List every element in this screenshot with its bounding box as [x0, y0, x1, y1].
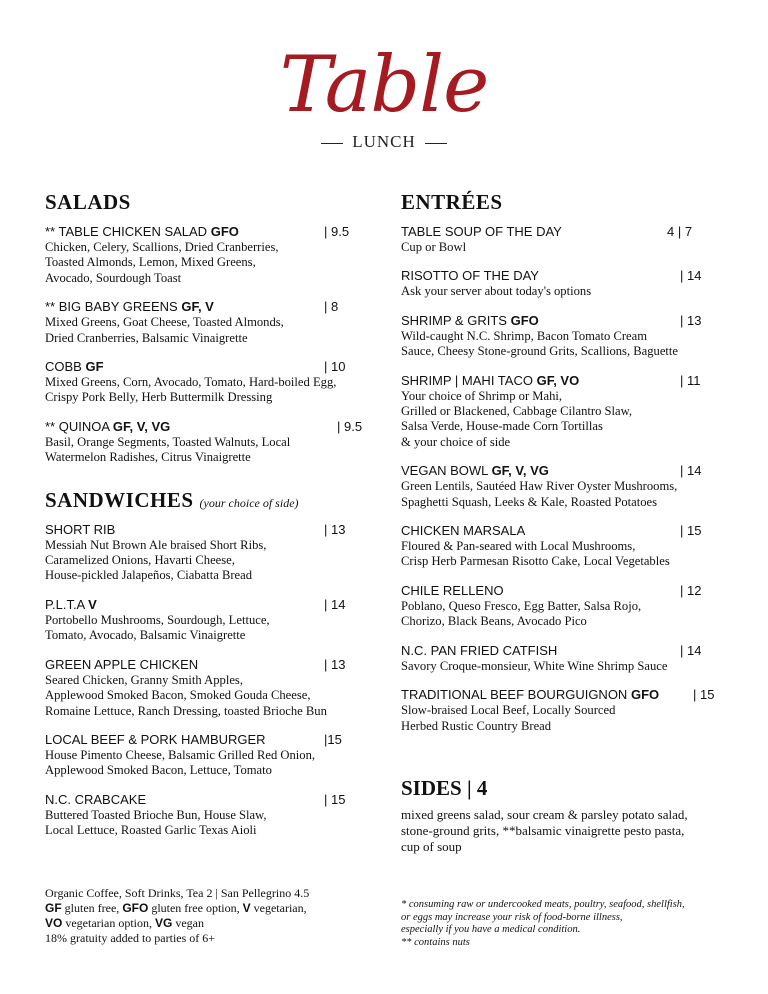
- item-title: CHILE RELLENO: [401, 582, 504, 598]
- sides-section: [401, 776, 731, 855]
- menu-item-name: [45, 657, 365, 673]
- menu-item: [401, 373, 721, 451]
- item-price: | 15: [324, 791, 346, 807]
- item-title: GREEN APPLE CHICKEN: [45, 656, 199, 672]
- menu-item-name: [401, 463, 721, 479]
- menu-item-name: [401, 373, 721, 389]
- item-description: Buttered Toasted Brioche Bun, House Slaw, Local Lettuce, Roasted Garlic Texas Aioli: [45, 807, 267, 838]
- menu-item-name: [45, 792, 365, 808]
- menu-item: [401, 224, 721, 255]
- menu-item-name: [401, 523, 721, 539]
- item-title: RISOTTO OF THE DAY: [401, 268, 539, 284]
- salads-list: [45, 224, 365, 466]
- right-column: [401, 190, 721, 747]
- item-price: | 14: [680, 463, 702, 479]
- menu-item: [401, 313, 721, 360]
- item-title: COBB: [45, 359, 82, 375]
- drinks-line: Organic Coffee, Soft Drinks, Tea 2 | San Pellegrino 4.5: [45, 886, 310, 900]
- item-title: ** BIG BABY GREENS: [45, 299, 178, 315]
- item-price: | 13: [680, 312, 702, 328]
- legend-vg: VG: [154, 916, 173, 930]
- sandwiches-note: (your choice of side): [199, 495, 299, 510]
- item-price: | 15: [693, 687, 715, 703]
- item-description: House Pimento Cheese, Balsamic Grilled Red Onion, Applewood Smoked Bacon, Lettuce, Tomato: [45, 747, 316, 778]
- legend-line-2: [45, 916, 365, 931]
- item-title: N.C. CRABCAKE: [45, 791, 147, 807]
- item-title: TABLE SOUP OF THE DAY: [401, 224, 562, 239]
- menu-item-name: [45, 732, 365, 748]
- item-description: Seared Chicken, Granny Smith Apples, Applewood Smoked Bacon, Smoked Gouda Cheese, Romaine Lettuce, Ranch Dressing, toasted Brioche Bun: [45, 672, 327, 718]
- item-description: Basil, Orange Segments, Toasted Walnuts, Local Watermelon Radishes, Citrus Vinaigrette: [45, 434, 291, 465]
- item-description: Your choice of Shrimp or Mahi, Grilled or Blackened, Cabbage Cilantro Slaw, Salsa Verde, House-made Corn Tortillas & your choice of side: [401, 388, 633, 449]
- item-title: P.L.T.A: [45, 596, 85, 612]
- disclaimer: * consuming raw or undercooked meats, poultry, seafood, shellfish, or eggs may increase your risk of food-borne illness, especially if you have a medical condition. ** contains nuts: [401, 899, 685, 948]
- item-diet-tags: GF, VO: [536, 372, 580, 388]
- menu-item-name: [45, 359, 365, 375]
- menu-item: [45, 657, 365, 719]
- item-title: SHRIMP | MAHI TACO: [401, 372, 533, 388]
- menu-item-name: [401, 687, 721, 703]
- menu-item: [45, 522, 365, 584]
- sides-price: | 4: [466, 776, 488, 800]
- logo-title: Table: [279, 40, 489, 130]
- sides-description: mixed greens salad, sour cream & parsley potato salad, stone-ground grits, **balsamic vinaigrette pesto pasta, cup of soup: [401, 807, 688, 854]
- item-diet-tags: GF: [85, 359, 104, 375]
- item-price: | 8: [324, 299, 339, 315]
- subtitle-text: LUNCH: [352, 132, 416, 151]
- item-description: Chicken, Celery, Scallions, Dried Cranberries, Toasted Almonds, Lemon, Mixed Greens, Avocado, Sourdough Toast: [45, 240, 279, 285]
- item-diet-tags: GF, V, VG: [491, 463, 549, 479]
- menu-item: [401, 583, 721, 630]
- menu-item-name: [401, 313, 721, 329]
- legend-gf: GF: [45, 901, 62, 915]
- left-column: [45, 190, 365, 852]
- item-diet-tags: V: [88, 596, 97, 612]
- divider: [321, 143, 343, 144]
- menu-item: [45, 732, 365, 779]
- item-title: TRADITIONAL BEEF BOURGUIGNON: [401, 687, 628, 703]
- menu-item: [45, 359, 365, 406]
- item-price: 4 | 7: [667, 224, 693, 239]
- item-title: ** TABLE CHICKEN SALAD: [45, 224, 208, 239]
- menu-subtitle: [0, 132, 768, 152]
- menu-item: [45, 419, 365, 466]
- item-price: | 9.5: [324, 224, 350, 239]
- gratuity-line: 18% gratuity added to parties of 6+: [45, 931, 216, 945]
- item-description: Mixed Greens, Goat Cheese, Toasted Almonds, Dried Cranberries, Balsamic Vinaigrette: [45, 315, 284, 345]
- menu-header: [0, 40, 768, 152]
- item-price: | 14: [680, 268, 702, 284]
- menu-item-name: [45, 419, 365, 435]
- item-diet-tags: GFO: [210, 224, 239, 239]
- legend-gf-text: gluten free,: [61, 901, 123, 915]
- menu-item-name: [45, 224, 365, 240]
- entrees-heading: [401, 190, 721, 215]
- item-description: Messiah Nut Brown Ale braised Short Ribs, Caramelized Onions, Havarti Cheese, House-pickled Jalapeños, Ciabatta Bread: [45, 537, 267, 583]
- item-description: Portobello Mushrooms, Sourdough, Lettuce, Tomato, Avocado, Balsamic Vinaigrette: [45, 612, 270, 643]
- item-price: |15: [324, 731, 342, 747]
- item-description: Slow-braised Local Beef, Locally Sourced Herbed Rustic Country Bread: [401, 703, 616, 733]
- item-price: | 12: [680, 582, 702, 598]
- divider: [425, 143, 447, 144]
- item-price: | 13: [324, 521, 346, 537]
- item-diet-tags: GFO: [510, 312, 539, 328]
- menu-item-name: [45, 299, 365, 315]
- item-description: Poblano, Queso Fresco, Egg Batter, Salsa Rojo, Chorizo, Black Beans, Avocado Pico: [401, 598, 642, 629]
- sides-heading: [401, 776, 731, 801]
- legend-v-text: vegetarian,: [250, 901, 307, 915]
- salads-heading: [45, 190, 365, 215]
- item-description: Floured & Pan-seared with Local Mushrooms, Crisp Herb Parmesan Risotto Cake, Local Vegetables: [401, 539, 670, 569]
- item-description: Wild-caught N.C. Shrimp, Bacon Tomato Cream Sauce, Cheesy Stone-ground Grits, Scallions, Baguette: [401, 328, 679, 359]
- item-description: Cup or Bowl: [401, 240, 467, 254]
- item-price: | 10: [324, 359, 346, 375]
- menu-item: [45, 224, 365, 286]
- legend-vo-text: vegetarian option,: [62, 916, 155, 930]
- item-title: LOCAL BEEF & PORK HAMBURGER: [45, 731, 266, 747]
- menu-item-name: [45, 522, 365, 538]
- menu-item-name: [401, 583, 721, 599]
- menu-item: [401, 523, 721, 570]
- item-title: SHORT RIB: [45, 521, 116, 537]
- item-title: SHRIMP & GRITS: [401, 312, 507, 328]
- item-title: ** QUINOA: [45, 418, 110, 434]
- sandwiches-title: SANDWICHES: [45, 487, 194, 512]
- item-description: Savory Croque-monsieur, White Wine Shrimp Sauce: [401, 658, 668, 673]
- item-diet-tags: GFO: [630, 687, 660, 703]
- salads-title: SALADS: [45, 190, 131, 214]
- legend-line: [45, 901, 365, 916]
- menu-item: [45, 299, 365, 346]
- sandwiches-heading: [45, 488, 365, 513]
- menu-item: [45, 597, 365, 644]
- entrees-title: ENTRÉES: [401, 190, 503, 214]
- legend-gfo: GFO: [122, 901, 149, 915]
- menu-item: [401, 463, 721, 510]
- item-diet-tags: GF, V: [181, 299, 214, 315]
- item-diet-tags: GF, V, VG: [112, 418, 171, 434]
- item-price: | 14: [324, 596, 346, 612]
- legend-gfo-text: gluten free option,: [148, 901, 243, 915]
- menu-item: [401, 687, 721, 734]
- menu-item-name: [401, 224, 721, 240]
- sides-title: SIDES: [401, 776, 462, 800]
- entrees-list: [401, 224, 721, 734]
- item-price: | 9.5: [337, 418, 363, 434]
- sandwiches-list: [45, 522, 365, 839]
- menu-item: [401, 643, 721, 674]
- item-price: | 15: [680, 523, 702, 539]
- menu-item-name: [45, 597, 365, 613]
- item-title: N.C. PAN FRIED CATFISH: [401, 642, 558, 658]
- item-description: Mixed Greens, Corn, Avocado, Tomato, Hard-boiled Egg, Crispy Pork Belly, Herb Buttermilk Dressing: [45, 375, 337, 405]
- item-title: CHICKEN MARSALA: [401, 523, 526, 539]
- item-description: Ask your server about today's options: [401, 284, 592, 299]
- menu-item-name: [401, 268, 721, 284]
- legend-vg-text: vegan: [172, 916, 204, 930]
- legend-v: V: [242, 901, 251, 915]
- item-description: Green Lentils, Sautéed Haw River Oyster Mushrooms, Spaghetti Squash, Leeks & Kale, Roasted Potatoes: [401, 479, 678, 509]
- menu-item-name: [401, 643, 721, 659]
- item-title: VEGAN BOWL: [401, 463, 488, 479]
- item-price: | 14: [680, 642, 702, 658]
- legend-vo: VO: [45, 916, 63, 930]
- item-price: | 13: [324, 656, 346, 672]
- menu-item: [45, 792, 365, 839]
- footer-info: [45, 886, 365, 946]
- item-price: | 11: [680, 372, 701, 388]
- menu-item: [401, 268, 721, 299]
